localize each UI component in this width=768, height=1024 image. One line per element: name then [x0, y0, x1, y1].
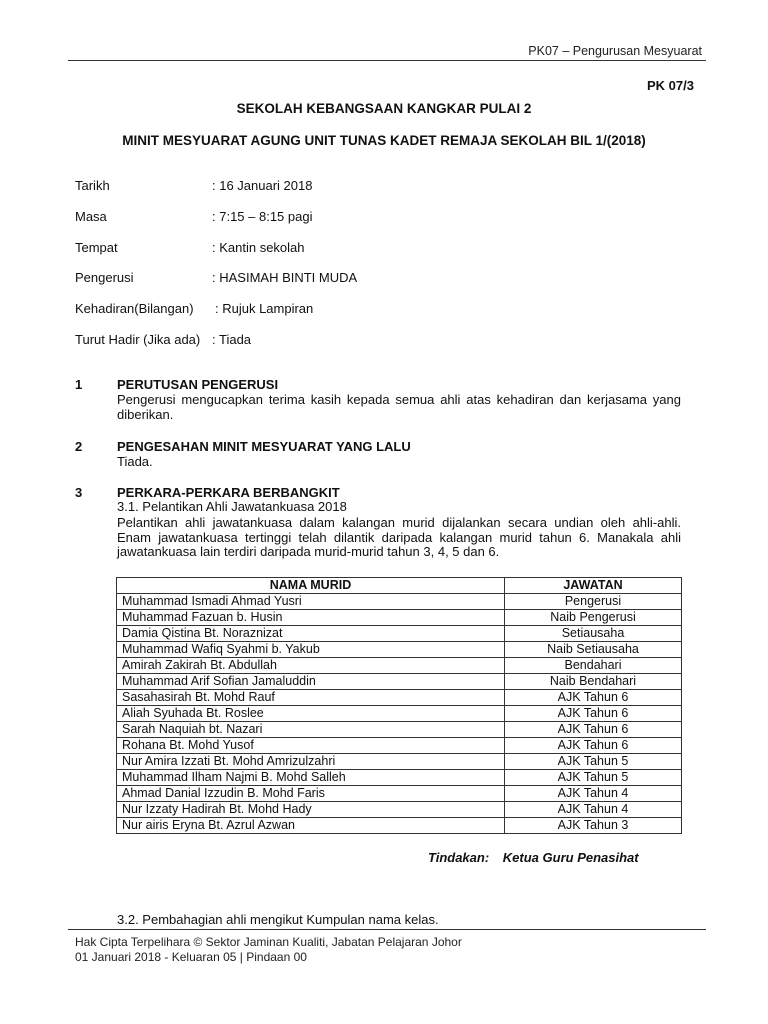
- section-title: PENGESAHAN MINIT MESYUARAT YANG LALU: [117, 439, 411, 454]
- table-row: [117, 610, 682, 626]
- student-position: AJK Tahun 6: [505, 722, 682, 738]
- info-label-date: Tarikh: [75, 178, 110, 193]
- student-position: AJK Tahun 4: [505, 786, 682, 802]
- info-value-time: : 7:15 – 8:15 pagi: [212, 209, 313, 224]
- info-value-also-present: : Tiada: [212, 332, 252, 347]
- student-name: Nur airis Eryna Bt. Azrul Azwan: [117, 818, 505, 834]
- student-name: Sasahasirah Bt. Mohd Rauf: [117, 690, 505, 706]
- student-position: Naib Pengerusi: [505, 610, 682, 626]
- column-header-name: NAMA MURID: [117, 578, 505, 594]
- section-body: Pelantikan ahli jawatankuasa dalam kalangan murid dijalankan secara undian oleh ahli-ahli. Enam jawatankuasa tertinggi telah dilantik daripada kalangan murid tahun 6. Manakala ahli jawatankuasa lain terdiri daripada murid-murid tahun 3, 4, 5 dan 6.: [117, 515, 681, 559]
- table-row: [117, 818, 682, 834]
- action-assignee: Ketua Guru Penasihat: [502, 850, 639, 865]
- info-value-chair: : HASIMAH BINTI MUDA: [212, 270, 358, 285]
- table-row: [117, 626, 682, 642]
- section-number: 2: [75, 439, 83, 454]
- info-value-place: : Kantin sekolah: [212, 240, 305, 255]
- student-name: Muhammad Arif Sofian Jamaluddin: [117, 674, 505, 690]
- student-name: Rohana Bt. Mohd Yusof: [117, 738, 505, 754]
- section-body: Tiada.: [117, 454, 153, 469]
- table-row: [117, 722, 682, 738]
- info-label-time: Masa: [75, 209, 107, 224]
- footer-copyright: Hak Cipta Terpelihara © Sektor Jaminan Kualiti, Jabatan Pelajaran Johor: [75, 935, 462, 949]
- student-position: Bendahari: [505, 658, 682, 674]
- footer-divider: [68, 929, 706, 930]
- student-name: Nur Amira Izzati Bt. Mohd Amrizulzahri: [117, 754, 505, 770]
- table-row: [117, 658, 682, 674]
- table-row: [117, 802, 682, 818]
- section-title: PERKARA-PERKARA BERBANGKIT: [117, 485, 340, 500]
- table-header-row: [117, 578, 682, 594]
- footer-revision: 01 Januari 2018 - Keluaran 05 | Pindaan 00: [75, 950, 307, 964]
- student-name: Muhammad Ismadi Ahmad Yusri: [117, 594, 505, 610]
- info-label-also-present: Turut Hadir (Jika ada): [75, 332, 201, 347]
- table-row: [117, 594, 682, 610]
- subsection-title: 3.1. Pelantikan Ahli Jawatankuasa 2018: [117, 499, 347, 514]
- info-value-attendance: : Rujuk Lampiran: [215, 301, 314, 316]
- student-name: Damia Qistina Bt. Noraznizat: [117, 626, 505, 642]
- student-name: Nur Izzaty Hadirah Bt. Mohd Hady: [117, 802, 505, 818]
- school-name: SEKOLAH KEBANGSAAN KANGKAR PULAI 2: [236, 101, 532, 116]
- student-position: Naib Bendahari: [505, 674, 682, 690]
- student-name: Muhammad Ilham Najmi B. Mohd Salleh: [117, 770, 505, 786]
- student-name: Sarah Naquiah bt. Nazari: [117, 722, 505, 738]
- student-position: Naib Setiausaha: [505, 642, 682, 658]
- info-label-attendance: Kehadiran(Bilangan): [75, 301, 194, 316]
- student-name: Ahmad Danial Izzudin B. Mohd Faris: [117, 786, 505, 802]
- info-value-date: : 16 Januari 2018: [212, 178, 313, 193]
- info-label-chair: Pengerusi: [75, 270, 134, 285]
- table-row: [117, 754, 682, 770]
- table-row: [117, 738, 682, 754]
- meeting-title: MINIT MESYUARAT AGUNG UNIT TUNAS KADET REMAJA SEKOLAH BIL 1/(2018): [122, 133, 646, 148]
- table-row: [117, 642, 682, 658]
- column-header-position: JAWATAN: [505, 578, 682, 594]
- action-line: [428, 850, 649, 865]
- student-position: AJK Tahun 4: [505, 802, 682, 818]
- section-number: 1: [75, 377, 83, 392]
- student-position: AJK Tahun 6: [505, 706, 682, 722]
- student-position: Setiausaha: [505, 626, 682, 642]
- header-divider: [68, 60, 706, 61]
- student-name: Muhammad Fazuan b. Husin: [117, 610, 505, 626]
- student-position: AJK Tahun 5: [505, 770, 682, 786]
- document-reference: PK07 – Pengurusan Mesyuarat: [528, 44, 702, 58]
- subsection-title: 3.2. Pembahagian ahli mengikut Kumpulan nama kelas.: [117, 912, 439, 927]
- student-position: Pengerusi: [505, 594, 682, 610]
- table-row: [117, 706, 682, 722]
- student-position: AJK Tahun 5: [505, 754, 682, 770]
- section-number: 3: [75, 485, 83, 500]
- section-body: Pengerusi mengucapkan terima kasih kepada semua ahli atas kehadiran dan kerjasama yang diberikan.: [117, 392, 681, 422]
- action-label: Tindakan:: [428, 850, 490, 865]
- student-position: AJK Tahun 6: [505, 690, 682, 706]
- student-position: AJK Tahun 6: [505, 738, 682, 754]
- table-row: [117, 786, 682, 802]
- info-label-place: Tempat: [75, 240, 118, 255]
- student-name: Muhammad Wafiq Syahmi b. Yakub: [117, 642, 505, 658]
- table-row: [117, 690, 682, 706]
- student-name: Aliah Syuhada Bt. Roslee: [117, 706, 505, 722]
- student-position: AJK Tahun 3: [505, 818, 682, 834]
- section-title: PERUTUSAN PENGERUSI: [117, 377, 279, 392]
- table-row: [117, 674, 682, 690]
- student-name: Amirah Zakirah Bt. Abdullah: [117, 658, 505, 674]
- form-code: PK 07/3: [647, 78, 694, 93]
- committee-table: [116, 577, 682, 834]
- table-row: [117, 770, 682, 786]
